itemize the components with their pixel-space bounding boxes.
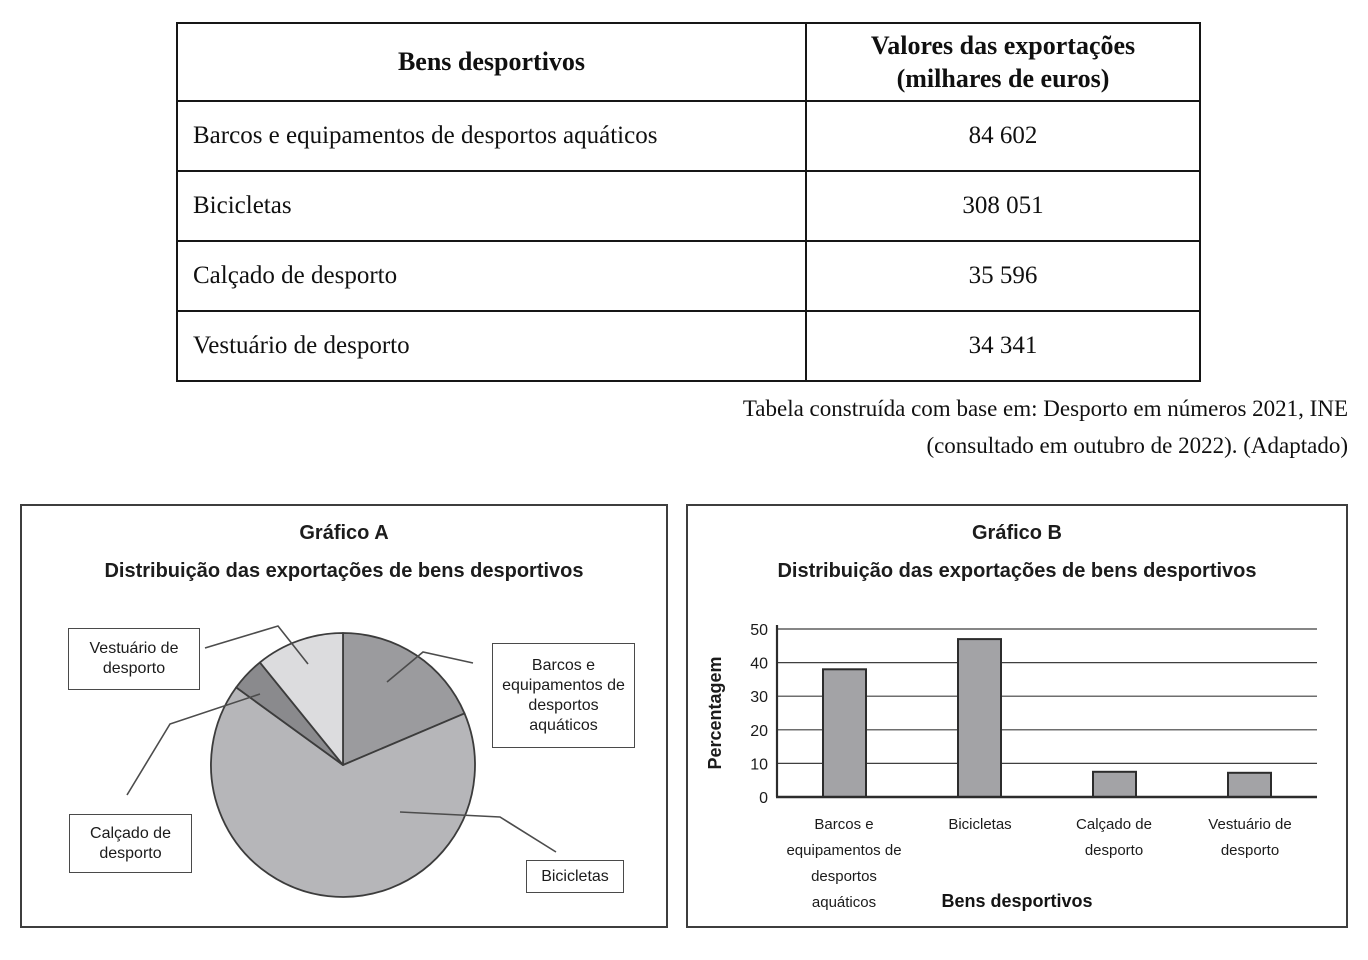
x-category-vestuario: Vestuário de desporto (1208, 816, 1292, 859)
pie-label-vestuario-text: Vestuário de desporto (89, 640, 179, 677)
x-category-calcado: Calçado de desporto (1076, 816, 1152, 859)
table-row (177, 171, 1200, 241)
pie-label-bicicletas-text: Bicicletas (541, 867, 609, 885)
pie-label-calcado-text: Calçado de desporto (90, 824, 171, 862)
bar-0 (823, 669, 866, 797)
pie-label-bicicletas (526, 860, 624, 893)
row-label: Bicicletas (177, 171, 806, 241)
y-tick-label-20: 20 (750, 722, 768, 740)
row-value: 35 596 (806, 241, 1200, 311)
table-header-values (806, 23, 1200, 101)
chart-b-title: Gráfico B (971, 522, 1063, 544)
bar-1 (958, 639, 1001, 797)
y-tick-label-10: 10 (750, 756, 768, 774)
table-header-row (177, 23, 1200, 101)
chart-a-subtitle: Distribuição das exportações de bens desportivos (104, 560, 584, 582)
table-source-caption (743, 390, 1348, 464)
bar-2 (1093, 772, 1136, 797)
table-row (177, 101, 1200, 171)
chart-a-panel (20, 504, 668, 928)
table-header-goods: Bens desportivos (177, 23, 806, 101)
row-value: 308 051 (806, 171, 1200, 241)
table-header-values-line1: Valores das exportações (870, 31, 1136, 60)
pie-label-vestuario (68, 628, 200, 690)
table-header-values-line2: (milhares de euros) (896, 64, 1110, 93)
x-category-barcos: Barcos e equipamentos de desportos aquáticos (786, 816, 902, 911)
row-value: 84 602 (806, 101, 1200, 171)
caption-line1: Tabela construída com base em: Desporto em números 2021, INE (742, 396, 1348, 421)
chart-b-subtitle: Distribuição das exportações de bens desportivos (777, 560, 1257, 582)
y-tick-label-30: 30 (750, 689, 768, 707)
row-label: Calçado de desporto (177, 241, 806, 311)
x-axis-label: Bens desportivos (941, 891, 1093, 911)
x-category-bicicletas: Bicicletas (948, 816, 1012, 833)
pie-label-calcado (69, 814, 192, 873)
chart-b-panel (686, 504, 1348, 928)
pie-label-barcos (492, 643, 635, 748)
row-value: 34 341 (806, 311, 1200, 381)
bar-3 (1228, 773, 1271, 797)
table-row (177, 311, 1200, 381)
table-row (177, 241, 1200, 311)
y-tick-label-40: 40 (750, 655, 768, 673)
y-tick-label-0: 0 (759, 790, 768, 807)
chart-a-title: Gráfico A (299, 522, 389, 544)
caption-line2: (consultado em outubro de 2022). (Adaptado) (926, 433, 1348, 458)
row-label: Barcos e equipamentos de desportos aquáticos (177, 101, 806, 171)
exports-table (176, 22, 1201, 382)
pie-label-barcos-text: Barcos e equipamentos de desportos aquáticos (502, 656, 625, 734)
y-tick-label-50: 50 (750, 622, 768, 639)
row-label: Vestuário de desporto (177, 311, 806, 381)
y-axis-label: Percentagem (705, 656, 725, 770)
